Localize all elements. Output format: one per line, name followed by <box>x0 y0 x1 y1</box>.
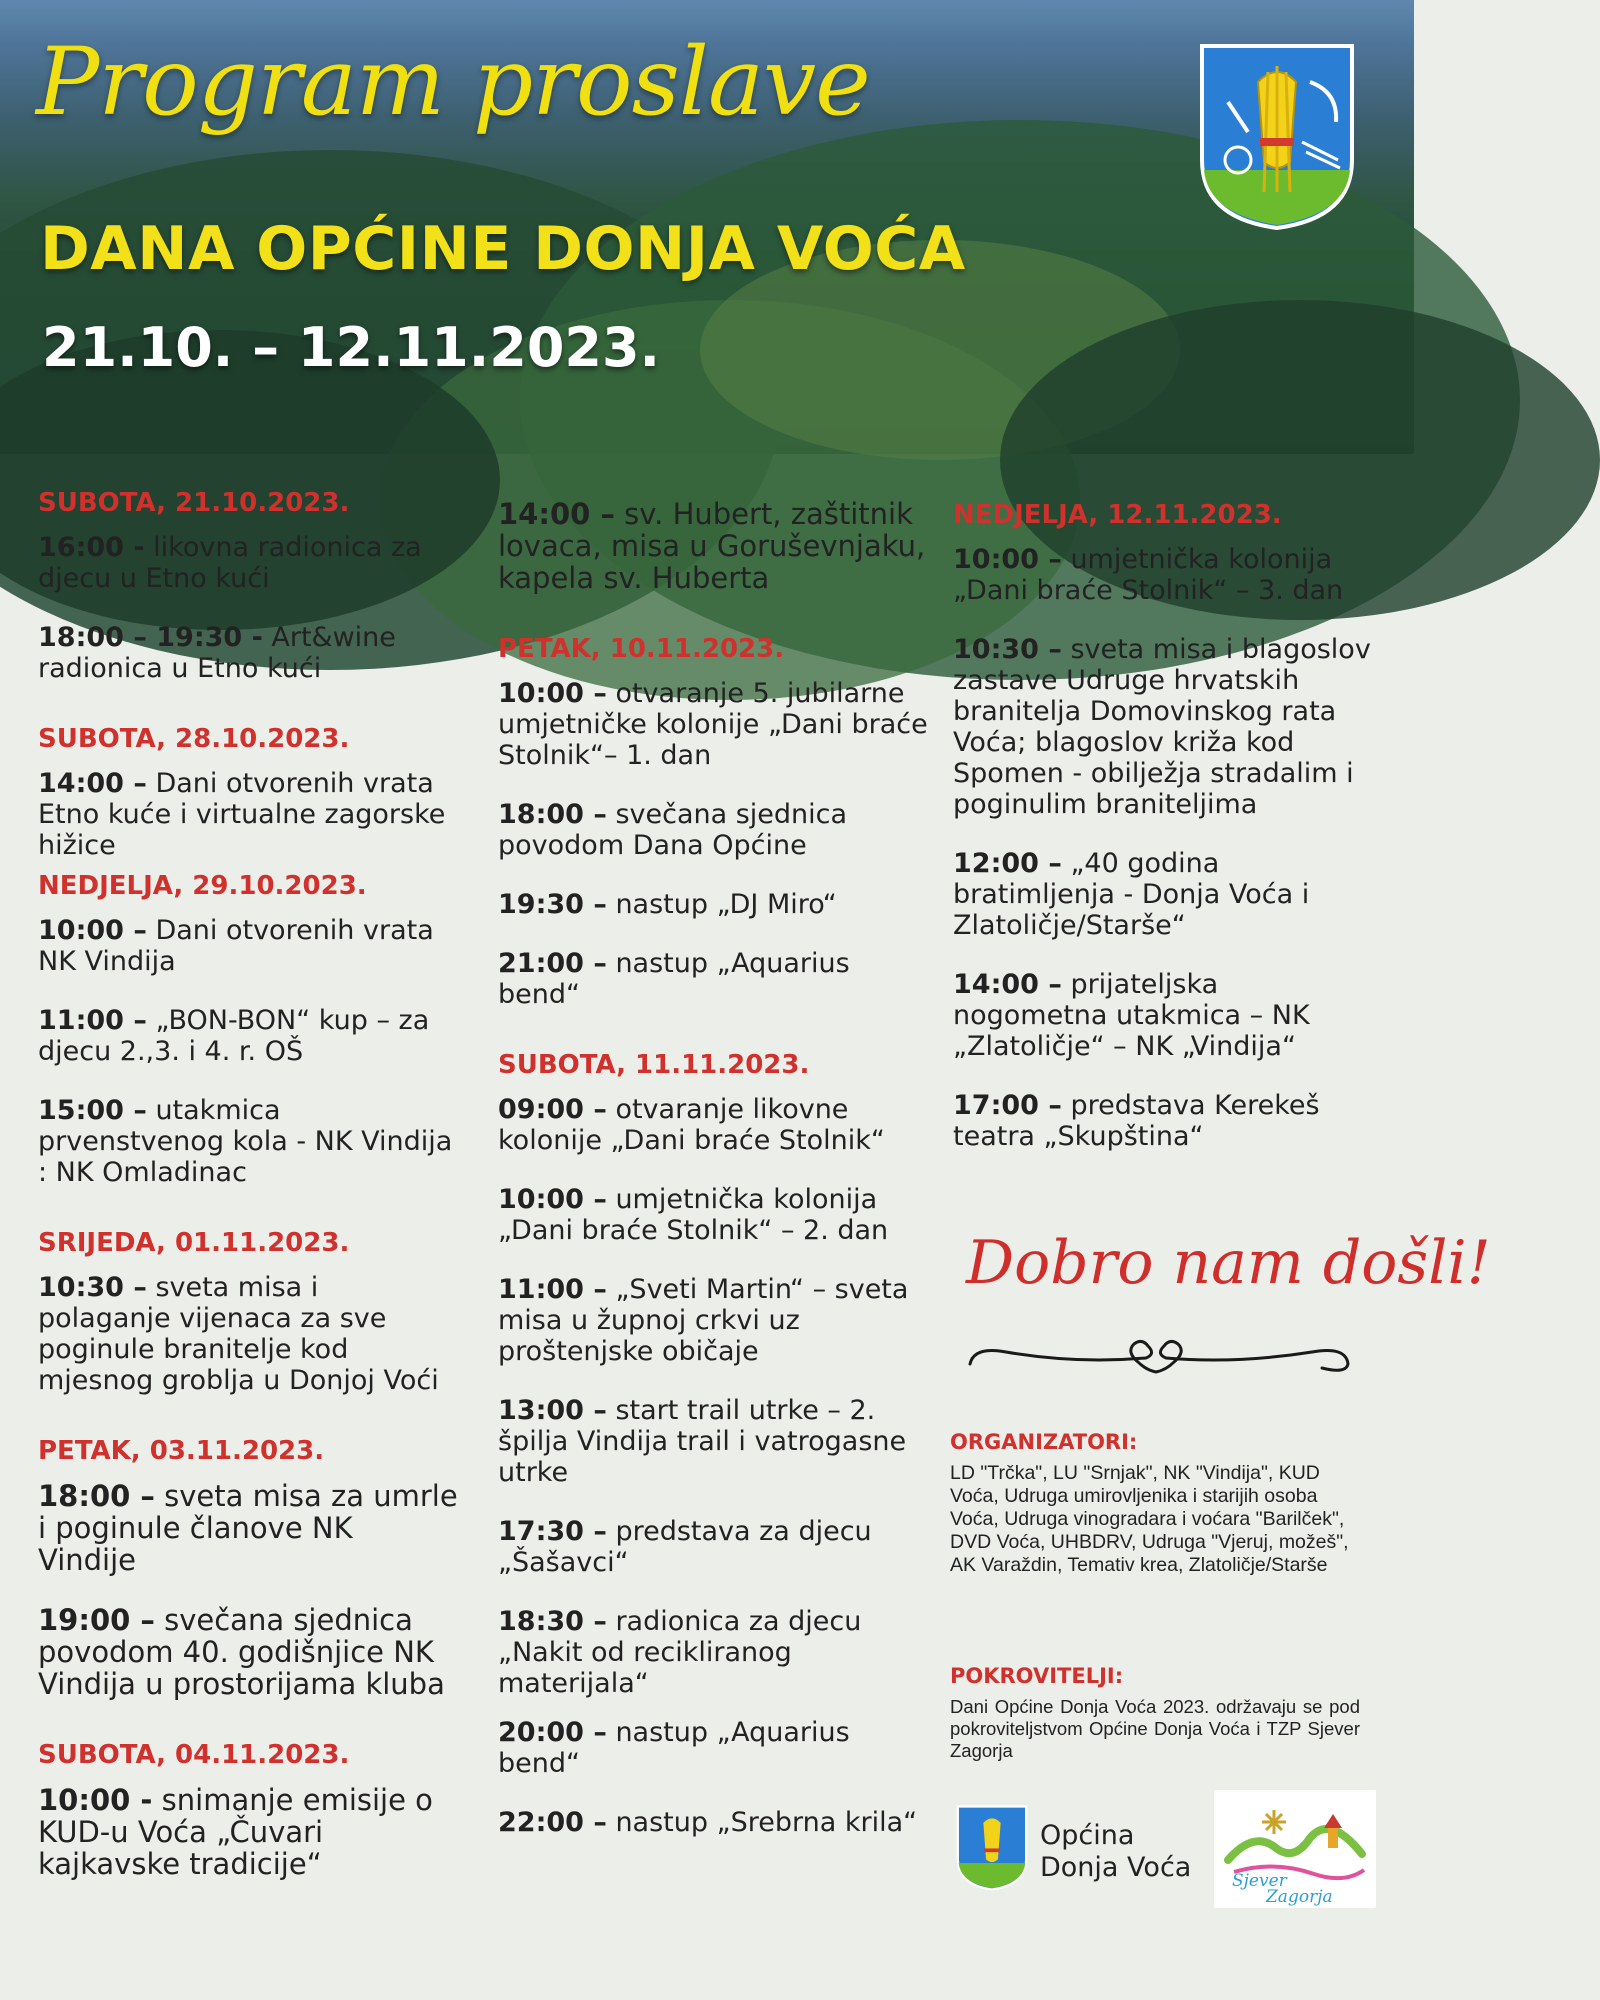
event-text: likovna radionica za djecu u Etno kući <box>38 532 422 594</box>
main-title: DANA OPĆINE DONJA VOĆA <box>40 214 966 284</box>
event-time: 10:00 – <box>38 915 147 946</box>
event-time: 22:00 – <box>498 1807 607 1838</box>
event-time: 12:00 – <box>953 848 1062 879</box>
event-item <box>38 1272 458 1396</box>
event-item <box>953 634 1371 820</box>
opcina-line-1: Općina <box>1040 1820 1135 1851</box>
program-column-1 <box>38 488 458 1908</box>
event-text: umjetnička kolonija „Dani braće Stolnik“ – 2. dan <box>498 1184 889 1246</box>
day-heading: SUBOTA, 11.11.2023. <box>498 1050 810 1080</box>
sjever-zagorja-logo <box>1214 1790 1376 1908</box>
organizers-text: LD "Trčka", LU "Srnjak", NK "Vindija", KUD Voća, Udruga umirovljenika i starijih osoba Voća, Udruga vinogradara i voćara "Barilček", DVD Voća, UHBDRV, Udruga "Vjeruj, možeš", AK Varaždin, Temativ krea, Zlatoličje/Starše <box>950 1462 1349 1576</box>
coat-of-arms-icon <box>1198 42 1356 232</box>
event-text: umjetnička kolonija „Dani braće Stolnik“ – 3. dan <box>953 544 1344 606</box>
welcome-text: Dobro nam došli! <box>966 1228 1491 1298</box>
event-item <box>498 799 928 861</box>
event-item <box>38 532 458 594</box>
script-title: Program proslave <box>36 28 870 137</box>
event-text: sveta misa za umrle i poginule članove NK Vindije <box>38 1479 458 1577</box>
sponsors-title: POKROVITELJI: <box>950 1664 1124 1688</box>
event-text: start trail utrke – 2. špilja Vindija trail i vatrogasne utrke <box>498 1395 907 1488</box>
sjever-zagorja-logo-icon <box>1214 1790 1376 1908</box>
event-time: 13:00 – <box>498 1395 607 1426</box>
program-column-2 <box>498 498 928 1866</box>
event-time: 10:00 – <box>498 1184 607 1215</box>
event-time: 20:00 – <box>498 1717 607 1748</box>
event-text: nastup „Aquarius bend“ <box>498 1717 850 1779</box>
event-time: 10:00 – <box>498 678 607 709</box>
event-time: 18:00 – 19:30 - <box>38 622 263 653</box>
event-text: predstava za djecu „Šašavci“ <box>498 1516 872 1578</box>
event-item <box>38 1604 458 1700</box>
heart-divider-icon <box>966 1334 1352 1380</box>
date-range: 21.10. – 12.11.2023. <box>42 316 661 379</box>
event-item <box>498 498 928 594</box>
header-banner <box>0 0 1414 454</box>
event-item <box>498 1516 928 1578</box>
event-text: prijateljska nogometna utakmica – NK „Zlatoličje“ – NK „Vindija“ <box>953 969 1310 1062</box>
event-item <box>498 1094 928 1156</box>
event-time: 10:30 – <box>953 634 1062 665</box>
opcina-line-2: Donja Voća <box>1040 1852 1192 1883</box>
event-text: svečana sjednica povodom 40. godišnjice NK Vindija u prostorijama kluba <box>38 1603 445 1701</box>
event-time: 14:00 – <box>498 497 615 531</box>
event-time: 19:30 – <box>498 889 607 920</box>
event-text: otvaranje likovne kolonije „Dani braće Stolnik“ <box>498 1094 885 1156</box>
event-item <box>38 915 458 977</box>
event-time: 19:00 – <box>38 1603 155 1637</box>
event-item <box>498 1717 928 1779</box>
day-heading: PETAK, 10.11.2023. <box>498 634 785 664</box>
day-heading: NEDJELJA, 12.11.2023. <box>953 500 1282 530</box>
event-item <box>498 1606 928 1699</box>
event-time: 10:30 – <box>38 1272 147 1303</box>
event-text: radionica za djecu „Nakit od recikliranog materijala“ <box>498 1606 862 1699</box>
event-item <box>498 1807 928 1838</box>
opcina-logo-text <box>1040 1820 1191 1884</box>
event-time: 10:00 - <box>38 1783 153 1817</box>
event-item <box>498 1184 928 1246</box>
event-text: nastup „Aquarius bend“ <box>498 948 850 1010</box>
event-item <box>498 678 928 771</box>
event-text: „40 godina bratimljenja - Donja Voća i Zlatoličje/Starše“ <box>953 848 1310 941</box>
event-time: 14:00 – <box>953 969 1062 1000</box>
event-text: „Sveti Martin“ – sveta misa u župnoj crkvi uz proštenjske običaje <box>498 1274 909 1367</box>
event-time: 11:00 – <box>38 1005 147 1036</box>
day-heading: PETAK, 03.11.2023. <box>38 1436 325 1466</box>
event-item <box>498 1274 928 1367</box>
event-text: predstava Kerekeš teatra „Skupština“ <box>953 1090 1320 1152</box>
event-text: nastup „DJ Miro“ <box>615 889 837 920</box>
event-time: 18:00 – <box>38 1479 155 1513</box>
event-text: svečana sjednica povodom Dana Općine <box>498 799 848 861</box>
sponsors-text: Dani Općine Donja Voća 2023. održavaju se pod pokroviteljstvom Općine Donja Voća i TZP Sjever Zagorja <box>950 1696 1360 1761</box>
event-text: sveta misa i polaganje vijenaca za sve poginule branitelje kod mjesnog groblja u Donjoj Voći <box>38 1272 439 1396</box>
event-time: 15:00 – <box>38 1095 147 1126</box>
event-item <box>38 622 458 684</box>
event-text: Dani otvorenih vrata NK Vindija <box>38 915 434 977</box>
event-time: 17:30 – <box>498 1516 607 1547</box>
event-time: 10:00 – <box>953 544 1062 575</box>
event-text: otvaranje 5. jubilarne umjetničke kolonije „Dani braće Stolnik“– 1. dan <box>498 678 928 771</box>
event-item <box>38 1005 458 1067</box>
day-heading: NEDJELJA, 29.10.2023. <box>38 871 367 901</box>
day-heading: SUBOTA, 04.11.2023. <box>38 1740 350 1770</box>
event-time: 17:00 – <box>953 1090 1062 1121</box>
event-item <box>953 544 1371 606</box>
event-item <box>38 1095 458 1188</box>
event-item <box>38 1480 458 1576</box>
organizers-title: ORGANIZATORI: <box>950 1430 1138 1454</box>
event-text: sv. Hubert, zaštitnik lovaca, misa u Goruševnjaku, kapela sv. Huberta <box>498 497 926 595</box>
event-time: 09:00 – <box>498 1094 607 1125</box>
event-time: 14:00 – <box>38 768 147 799</box>
svg-text:Sjever: Sjever <box>1232 1871 1287 1891</box>
event-time: 11:00 – <box>498 1274 607 1305</box>
program-column-3 <box>953 500 1371 1180</box>
event-time: 21:00 – <box>498 948 607 979</box>
opcina-crest-icon <box>956 1804 1028 1892</box>
day-heading: SUBOTA, 28.10.2023. <box>38 724 350 754</box>
svg-text:Zagorja: Zagorja <box>1266 1887 1333 1907</box>
event-text: snimanje emisije o KUD-u Voća „Čuvari kajkavske tradicije“ <box>38 1783 433 1881</box>
day-heading: SRIJEDA, 01.11.2023. <box>38 1228 350 1258</box>
event-item <box>953 969 1371 1062</box>
event-item <box>498 889 928 920</box>
organizers-section <box>950 1430 1360 1577</box>
event-text: Art&wine radionica u Etno kući <box>38 622 396 684</box>
event-text: nastup „Srebrna krila“ <box>615 1807 918 1838</box>
event-item <box>38 1784 458 1880</box>
event-item <box>498 948 928 1010</box>
event-item <box>953 1090 1371 1152</box>
event-text: Dani otvorenih vrata Etno kuće i virtualne zagorske hižice <box>38 768 446 861</box>
event-time: 16:00 - <box>38 532 145 563</box>
event-item <box>498 1395 928 1488</box>
day-heading: SUBOTA, 21.10.2023. <box>38 488 350 518</box>
sponsors-section <box>950 1664 1360 1762</box>
event-text: utakmica prvenstvenog kola - NK Vindija : NK Omladinac <box>38 1095 453 1188</box>
event-time: 18:00 – <box>498 799 607 830</box>
event-text: „BON-BON“ kup – za djecu 2.,3. i 4. r. OŠ <box>38 1005 430 1067</box>
event-text: sveta misa i blagoslov zastave Udruge hrvatskih branitelja Domovinskog rata Voća; blagoslov križa kod Spomen - obilježja stradalim i poginulim braniteljima <box>953 634 1371 820</box>
event-item <box>38 768 458 861</box>
event-item <box>953 848 1371 941</box>
event-time: 18:30 – <box>498 1606 607 1637</box>
